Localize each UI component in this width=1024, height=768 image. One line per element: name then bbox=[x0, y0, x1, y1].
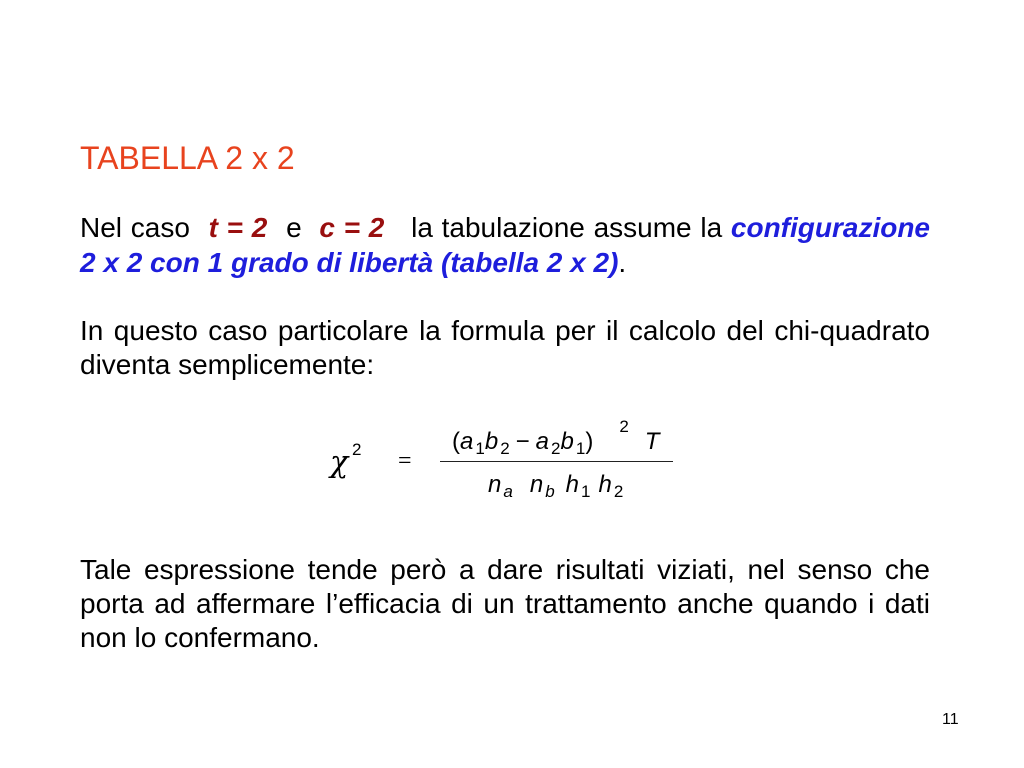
chi-symbol: χ bbox=[330, 445, 349, 480]
paragraph-line bbox=[80, 210, 930, 245]
paragraph-configuration bbox=[80, 210, 930, 280]
formula-denominator bbox=[488, 471, 623, 501]
lead-text: Nel caso bbox=[80, 212, 190, 243]
paragraph-line: Tale espressione tende però a dare risultati viziati, nel senso che bbox=[80, 554, 930, 585]
paragraph-line: porta ad affermare l’efficacia di un trattamento anche quando i dati bbox=[80, 588, 930, 619]
slide-title: TABELLA 2 x 2 bbox=[80, 140, 295, 176]
formula-numerator bbox=[452, 417, 660, 458]
equals-sign: = bbox=[398, 448, 412, 474]
variable-b: b bbox=[560, 428, 574, 455]
minus-sign: − bbox=[515, 428, 530, 455]
paragraph-caveat bbox=[80, 553, 930, 655]
variable-t-total: T bbox=[644, 428, 660, 455]
paragraph-line: In questo caso particolare la formula per il calcolo del chi-quadrato bbox=[80, 315, 930, 346]
subscript-index: 1 bbox=[581, 482, 591, 501]
fraction-bar bbox=[440, 461, 673, 462]
paragraph-line: diventa semplicemente: bbox=[80, 349, 375, 380]
squared-exponent: 2 bbox=[619, 417, 629, 436]
open-parenthesis: ( bbox=[452, 428, 460, 455]
variable-b: b bbox=[484, 428, 499, 455]
variable-h: h bbox=[598, 471, 612, 498]
variable-a: a bbox=[460, 428, 474, 455]
subscript-index: 1 bbox=[475, 439, 485, 458]
paragraph-formula-intro bbox=[80, 314, 930, 382]
close-parenthesis: ) bbox=[585, 428, 594, 455]
chi-exponent: 2 bbox=[352, 440, 362, 459]
highlight-text: configurazione bbox=[730, 212, 931, 243]
variable-n: n bbox=[529, 471, 544, 498]
page-number: 11 bbox=[942, 711, 959, 728]
paragraph-line bbox=[80, 245, 930, 280]
paragraph-line: non lo confermano. bbox=[80, 622, 320, 653]
subscript-index: 2 bbox=[551, 439, 561, 458]
conjunction-text: e bbox=[286, 212, 302, 243]
variable-h: h bbox=[565, 471, 580, 498]
t-condition: t = 2 bbox=[208, 212, 268, 243]
highlight-text: 2 x 2 con 1 grado di libertà (tabella 2 x 2) bbox=[80, 247, 619, 278]
subscript-index: 2 bbox=[613, 482, 624, 501]
subscript-index: 1 bbox=[575, 439, 586, 458]
variable-a: a bbox=[535, 428, 550, 455]
subscript-index: 2 bbox=[500, 439, 510, 458]
subscript-index: b bbox=[545, 482, 555, 501]
variable-n: n bbox=[488, 471, 502, 498]
subscript-index: a bbox=[503, 482, 513, 501]
c-condition: c = 2 bbox=[319, 212, 385, 243]
sentence-end: . bbox=[618, 247, 627, 278]
middle-text: la tabulazione assume la bbox=[411, 212, 723, 243]
